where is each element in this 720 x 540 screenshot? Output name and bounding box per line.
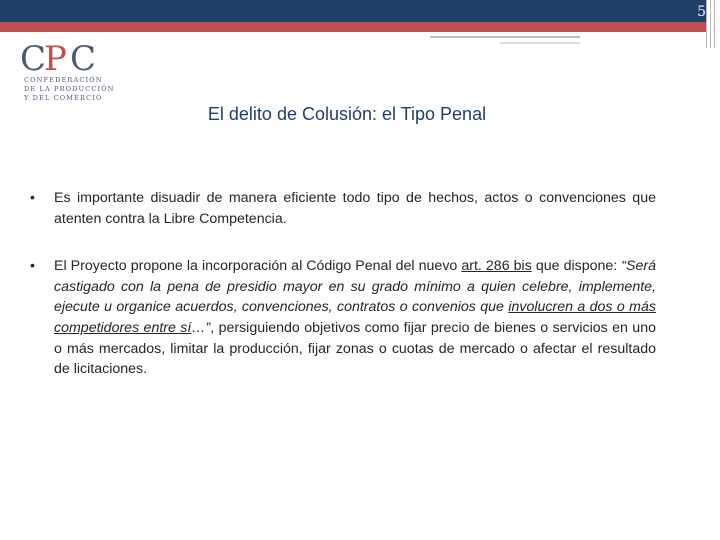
- bullet-text: [54, 190, 656, 227]
- bullet-list: [30, 188, 656, 380]
- emphasis-text: disuadir de manera eficiente: [150, 190, 337, 206]
- bullet-item: [30, 188, 656, 229]
- cpc-logo: [20, 40, 130, 105]
- text-run: , persiguiendo objetivos como fijar precio de bienes o servicios en uno o más mercados, limitar la producción, fijar zonas o cuotas de mercado o afectar el resultado de licitaciones.: [54, 319, 656, 378]
- slide-title: El delito de Colusión: el Tipo Penal: [207, 104, 487, 124]
- text-run: todo tipo de hechos, actos o convenciones que atenten contra la Libre Competencia.: [54, 190, 656, 227]
- logo-text: [24, 76, 134, 103]
- text-run: que dispone:: [531, 258, 622, 275]
- text-run: El Proyecto propone la incorporación al Código Penal del nuevo: [54, 258, 462, 275]
- slide-number: 5: [697, 4, 706, 20]
- divider-line: [430, 36, 580, 38]
- logo-line: Y DEL COMERCIO: [24, 94, 103, 102]
- bullet-marker: •: [30, 258, 35, 275]
- logo-line: DE LA PRODUCCIÓN: [24, 85, 115, 93]
- bullet-item: [30, 256, 656, 380]
- bullet-marker: •: [30, 190, 35, 206]
- decorative-side-lines: [704, 0, 718, 48]
- divider-line-secondary: [500, 42, 580, 44]
- header-band: [0, 0, 706, 22]
- cpc-logo-mark: [20, 40, 130, 76]
- text-run: Es importante: [54, 190, 151, 206]
- quote-end: …”: [191, 319, 211, 336]
- quote-underlined: involucren a dos o más competidores entre sí: [54, 299, 656, 336]
- article-reference: art. 286 bis: [461, 258, 532, 275]
- quote-text: “Será castigado con la pena de presidio mayor en su grado mínimo a quien celebre, implemente, ejecute u organice acuerdos, convenciones, contratos o convenios que: [54, 258, 656, 316]
- svg-text:C: C: [20, 40, 45, 76]
- svg-text:P: P: [44, 40, 65, 76]
- bullet-text: [54, 258, 656, 377]
- logo-line: CONFEDERACIÓN: [24, 76, 103, 84]
- accent-band: [0, 22, 706, 32]
- svg-text:C: C: [70, 40, 95, 76]
